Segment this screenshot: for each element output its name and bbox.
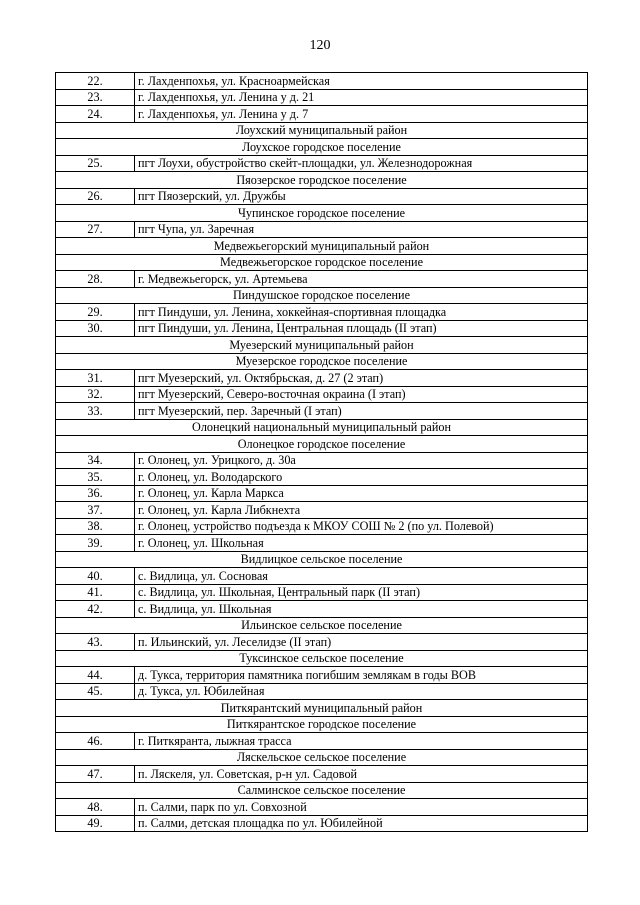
- row-number: 47.: [56, 766, 135, 783]
- object-name: д. Тукса, территория памятника погибшим землякам в годы ВОВ: [135, 667, 588, 684]
- object-name: с. Видлица, ул. Школьная: [135, 601, 588, 618]
- object-name: пгт Муезерский, пер. Заречный (I этап): [135, 403, 588, 420]
- section-title: Муезерский муниципальный район: [56, 337, 588, 354]
- object-name: пгт Пяозерский, ул. Дружбы: [135, 188, 588, 205]
- row-number: 25.: [56, 155, 135, 172]
- row-number: 38.: [56, 518, 135, 535]
- row-number: 28.: [56, 271, 135, 288]
- section-title: Пиндушское городское поселение: [56, 287, 588, 304]
- section-header-row: [56, 551, 588, 568]
- table-row: [56, 271, 588, 288]
- object-name: пгт Пиндуши, ул. Ленина, Центральная площадь (II этап): [135, 320, 588, 337]
- section-title: Видлицкое сельское поселение: [56, 551, 588, 568]
- object-name: г. Лахденпохья, ул. Ленина у д. 21: [135, 89, 588, 106]
- objects-table: [55, 72, 588, 832]
- row-number: 33.: [56, 403, 135, 420]
- row-number: 48.: [56, 799, 135, 816]
- table-row: [56, 188, 588, 205]
- row-number: 31.: [56, 370, 135, 387]
- row-number: 41.: [56, 584, 135, 601]
- object-name: пгт Чупа, ул. Заречная: [135, 221, 588, 238]
- row-number: 46.: [56, 733, 135, 750]
- section-title: Салминское сельское поселение: [56, 782, 588, 799]
- table-row: [56, 815, 588, 832]
- table-row: [56, 73, 588, 90]
- row-number: 42.: [56, 601, 135, 618]
- section-title: Питкярантское городское поселение: [56, 716, 588, 733]
- object-name: с. Видлица, ул. Школьная, Центральный парк (II этап): [135, 584, 588, 601]
- table-row: [56, 386, 588, 403]
- table-row: [56, 568, 588, 585]
- object-name: п. Салми, детская площадка по ул. Юбилейной: [135, 815, 588, 832]
- row-number: 49.: [56, 815, 135, 832]
- object-name: г. Олонец, устройство подъезда к МКОУ СОШ № 2 (по ул. Полевой): [135, 518, 588, 535]
- object-name: пгт Муезерский, ул. Октябрьская, д. 27 (2 этап): [135, 370, 588, 387]
- section-title: Олонецкое городское поселение: [56, 436, 588, 453]
- table-row: [56, 221, 588, 238]
- section-header-row: [56, 782, 588, 799]
- table-row: [56, 89, 588, 106]
- object-name: п. Ляскеля, ул. Советская, р-н ул. Садовой: [135, 766, 588, 783]
- section-title: Ильинское сельское поселение: [56, 617, 588, 634]
- object-name: г. Питкяранта, лыжная трасса: [135, 733, 588, 750]
- object-name: пгт Пиндуши, ул. Ленина, хоккейная-спортивная площадка: [135, 304, 588, 321]
- object-name: п. Салми, парк по ул. Совхозной: [135, 799, 588, 816]
- section-header-row: [56, 716, 588, 733]
- table-row: [56, 370, 588, 387]
- object-name: пгт Муезерский, Северо-восточная окраина (I этап): [135, 386, 588, 403]
- section-header-row: [56, 205, 588, 222]
- object-name: г. Лахденпохья, ул. Красноармейская: [135, 73, 588, 90]
- row-number: 29.: [56, 304, 135, 321]
- row-number: 45.: [56, 683, 135, 700]
- table-row: [56, 535, 588, 552]
- row-number: 30.: [56, 320, 135, 337]
- table-row: [56, 683, 588, 700]
- section-title: Пяозерское городское поселение: [56, 172, 588, 189]
- row-number: 22.: [56, 73, 135, 90]
- table-row: [56, 469, 588, 486]
- section-title: Чупинское городское поселение: [56, 205, 588, 222]
- section-header-row: [56, 287, 588, 304]
- section-header-row: [56, 172, 588, 189]
- section-header-row: [56, 337, 588, 354]
- row-number: 34.: [56, 452, 135, 469]
- object-name: г. Олонец, ул. Карла Либкнехта: [135, 502, 588, 519]
- row-number: 37.: [56, 502, 135, 519]
- section-title: Медвежьегорский муниципальный район: [56, 238, 588, 255]
- row-number: 23.: [56, 89, 135, 106]
- object-name: д. Тукса, ул. Юбилейная: [135, 683, 588, 700]
- object-name: г. Олонец, ул. Урицкого, д. 30а: [135, 452, 588, 469]
- table-row: [56, 518, 588, 535]
- row-number: 40.: [56, 568, 135, 585]
- row-number: 24.: [56, 106, 135, 123]
- object-name: г. Лахденпохья, ул. Ленина у д. 7: [135, 106, 588, 123]
- table-row: [56, 452, 588, 469]
- section-header-row: [56, 650, 588, 667]
- section-title: Лоухский муниципальный район: [56, 122, 588, 139]
- table-row: [56, 403, 588, 420]
- row-number: 43.: [56, 634, 135, 651]
- section-header-row: [56, 238, 588, 255]
- section-title: Олонецкий национальный муниципальный район: [56, 419, 588, 436]
- table-body: [56, 73, 588, 832]
- section-title: Муезерское городское поселение: [56, 353, 588, 370]
- object-name: с. Видлица, ул. Сосновая: [135, 568, 588, 585]
- table-row: [56, 799, 588, 816]
- section-header-row: [56, 139, 588, 156]
- object-name: г. Олонец, ул. Школьная: [135, 535, 588, 552]
- table-row: [56, 485, 588, 502]
- row-number: 36.: [56, 485, 135, 502]
- section-header-row: [56, 617, 588, 634]
- object-name: г. Олонец, ул. Карла Маркса: [135, 485, 588, 502]
- table-row: [56, 502, 588, 519]
- table-row: [56, 304, 588, 321]
- section-title: Лоухское городское поселение: [56, 139, 588, 156]
- section-title: Питкярантский муниципальный район: [56, 700, 588, 717]
- row-number: 35.: [56, 469, 135, 486]
- section-header-row: [56, 254, 588, 271]
- object-name: г. Медвежьегорск, ул. Артемьева: [135, 271, 588, 288]
- object-name: п. Ильинский, ул. Леселидзе (II этап): [135, 634, 588, 651]
- row-number: 44.: [56, 667, 135, 684]
- table-row: [56, 634, 588, 651]
- table-row: [56, 155, 588, 172]
- table-row: [56, 601, 588, 618]
- section-title: Медвежьегорское городское поселение: [56, 254, 588, 271]
- section-header-row: [56, 419, 588, 436]
- section-header-row: [56, 122, 588, 139]
- section-header-row: [56, 749, 588, 766]
- row-number: 32.: [56, 386, 135, 403]
- table-row: [56, 320, 588, 337]
- section-header-row: [56, 700, 588, 717]
- table-row: [56, 667, 588, 684]
- row-number: 26.: [56, 188, 135, 205]
- object-name: пгт Лоухи, обустройство скейт-площадки, ул. Железнодорожная: [135, 155, 588, 172]
- section-title: Ляскельское сельское поселение: [56, 749, 588, 766]
- section-title: Туксинское сельское поселение: [56, 650, 588, 667]
- table-row: [56, 106, 588, 123]
- section-header-row: [56, 353, 588, 370]
- table-row: [56, 584, 588, 601]
- section-header-row: [56, 436, 588, 453]
- row-number: 27.: [56, 221, 135, 238]
- table-row: [56, 766, 588, 783]
- page-number: 120: [309, 38, 331, 53]
- table-row: [56, 733, 588, 750]
- row-number: 39.: [56, 535, 135, 552]
- object-name: г. Олонец, ул. Володарского: [135, 469, 588, 486]
